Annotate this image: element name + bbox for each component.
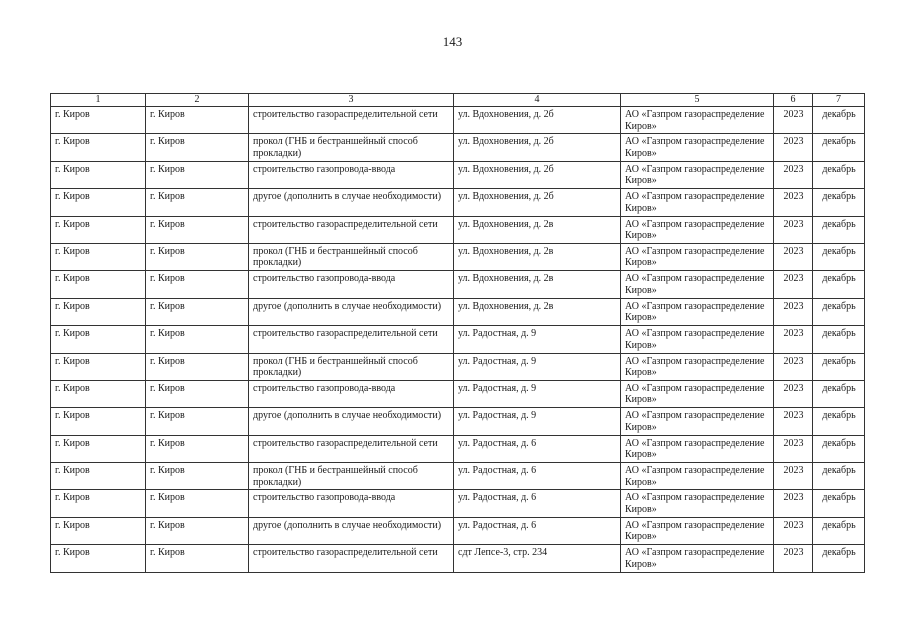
cell-settlement: г. Киров <box>146 107 249 134</box>
cell-address: сдт Лепсе-3, стр. 234 <box>454 545 621 572</box>
cell-year: 2023 <box>774 435 813 462</box>
table-row <box>51 408 865 435</box>
cell-organization: АО «Газпром газораспределение Киров» <box>621 463 774 490</box>
table-row <box>51 490 865 517</box>
cell-work-type: строительство газопровода-ввода <box>249 380 454 407</box>
cell-month: декабрь <box>813 326 865 353</box>
cell-work-type: прокол (ГНБ и бестраншейный способ прокладки) <box>249 353 454 380</box>
cell-year: 2023 <box>774 463 813 490</box>
cell-year: 2023 <box>774 408 813 435</box>
cell-municipality: г. Киров <box>51 107 146 134</box>
cell-municipality: г. Киров <box>51 216 146 243</box>
cell-municipality: г. Киров <box>51 517 146 544</box>
cell-municipality: г. Киров <box>51 353 146 380</box>
cell-month: декабрь <box>813 490 865 517</box>
cell-organization: АО «Газпром газораспределение Киров» <box>621 517 774 544</box>
cell-settlement: г. Киров <box>146 189 249 216</box>
cell-year: 2023 <box>774 134 813 161</box>
cell-municipality: г. Киров <box>51 243 146 270</box>
cell-work-type: строительство газораспределительной сети <box>249 545 454 572</box>
cell-settlement: г. Киров <box>146 353 249 380</box>
cell-organization: АО «Газпром газораспределение Киров» <box>621 243 774 270</box>
cell-settlement: г. Киров <box>146 517 249 544</box>
table-row <box>51 161 865 188</box>
page-number: 143 <box>442 34 463 49</box>
cell-work-type: прокол (ГНБ и бестраншейный способ прокладки) <box>249 243 454 270</box>
cell-work-type: строительство газораспределительной сети <box>249 107 454 134</box>
cell-address: ул. Вдохновения, д. 2б <box>454 161 621 188</box>
column-header: 2 <box>146 94 249 107</box>
cell-work-type: прокол (ГНБ и бестраншейный способ прокладки) <box>249 463 454 490</box>
cell-month: декабрь <box>813 380 865 407</box>
cell-settlement: г. Киров <box>146 161 249 188</box>
cell-settlement: г. Киров <box>146 298 249 325</box>
cell-work-type: прокол (ГНБ и бестраншейный способ прокладки) <box>249 134 454 161</box>
column-header: 1 <box>51 94 146 107</box>
cell-year: 2023 <box>774 107 813 134</box>
cell-month: декабрь <box>813 271 865 298</box>
cell-address: ул. Вдохновения, д. 2в <box>454 271 621 298</box>
cell-municipality: г. Киров <box>51 490 146 517</box>
cell-year: 2023 <box>774 271 813 298</box>
cell-address: ул. Радостная, д. 6 <box>454 490 621 517</box>
cell-settlement: г. Киров <box>146 463 249 490</box>
table-body <box>51 107 865 573</box>
cell-settlement: г. Киров <box>146 380 249 407</box>
cell-organization: АО «Газпром газораспределение Киров» <box>621 435 774 462</box>
cell-organization: АО «Газпром газораспределение Киров» <box>621 189 774 216</box>
column-header: 3 <box>249 94 454 107</box>
cell-month: декабрь <box>813 189 865 216</box>
cell-month: декабрь <box>813 161 865 188</box>
cell-settlement: г. Киров <box>146 435 249 462</box>
table-row <box>51 545 865 572</box>
cell-organization: АО «Газпром газораспределение Киров» <box>621 298 774 325</box>
cell-year: 2023 <box>774 326 813 353</box>
cell-organization: АО «Газпром газораспределение Киров» <box>621 161 774 188</box>
table-row <box>51 353 865 380</box>
table-row <box>51 243 865 270</box>
cell-work-type: другое (дополнить в случае необходимости) <box>249 298 454 325</box>
cell-organization: АО «Газпром газораспределение Киров» <box>621 490 774 517</box>
cell-address: ул. Вдохновения, д. 2в <box>454 243 621 270</box>
cell-month: декабрь <box>813 463 865 490</box>
cell-address: ул. Вдохновения, д. 2в <box>454 298 621 325</box>
cell-organization: АО «Газпром газораспределение Киров» <box>621 134 774 161</box>
cell-work-type: строительство газораспределительной сети <box>249 216 454 243</box>
cell-month: декабрь <box>813 216 865 243</box>
cell-year: 2023 <box>774 517 813 544</box>
table-row <box>51 189 865 216</box>
table-row <box>51 463 865 490</box>
cell-settlement: г. Киров <box>146 243 249 270</box>
cell-municipality: г. Киров <box>51 298 146 325</box>
cell-address: ул. Вдохновения, д. 2в <box>454 216 621 243</box>
cell-address: ул. Радостная, д. 9 <box>454 326 621 353</box>
cell-month: декабрь <box>813 134 865 161</box>
cell-month: декабрь <box>813 298 865 325</box>
cell-work-type: строительство газораспределительной сети <box>249 326 454 353</box>
cell-municipality: г. Киров <box>51 161 146 188</box>
cell-organization: АО «Газпром газораспределение Киров» <box>621 545 774 572</box>
cell-settlement: г. Киров <box>146 326 249 353</box>
cell-organization: АО «Газпром газораспределение Киров» <box>621 107 774 134</box>
cell-municipality: г. Киров <box>51 545 146 572</box>
cell-month: декабрь <box>813 545 865 572</box>
cell-year: 2023 <box>774 161 813 188</box>
column-header: 5 <box>621 94 774 107</box>
cell-year: 2023 <box>774 490 813 517</box>
cell-organization: АО «Газпром газораспределение Киров» <box>621 408 774 435</box>
cell-month: декабрь <box>813 435 865 462</box>
header-row <box>51 94 865 107</box>
cell-year: 2023 <box>774 380 813 407</box>
cell-work-type: другое (дополнить в случае необходимости) <box>249 189 454 216</box>
cell-settlement: г. Киров <box>146 134 249 161</box>
cell-month: декабрь <box>813 408 865 435</box>
cell-work-type: другое (дополнить в случае необходимости) <box>249 517 454 544</box>
cell-year: 2023 <box>774 216 813 243</box>
cell-organization: АО «Газпром газораспределение Киров» <box>621 271 774 298</box>
column-header: 4 <box>454 94 621 107</box>
table-row <box>51 134 865 161</box>
cell-settlement: г. Киров <box>146 216 249 243</box>
cell-month: декабрь <box>813 107 865 134</box>
table-row <box>51 216 865 243</box>
cell-municipality: г. Киров <box>51 271 146 298</box>
cell-municipality: г. Киров <box>51 435 146 462</box>
cell-organization: АО «Газпром газораспределение Киров» <box>621 353 774 380</box>
cell-month: декабрь <box>813 353 865 380</box>
cell-year: 2023 <box>774 189 813 216</box>
table-row <box>51 107 865 134</box>
cell-year: 2023 <box>774 243 813 270</box>
cell-address: ул. Вдохновения, д. 2б <box>454 134 621 161</box>
cell-municipality: г. Киров <box>51 463 146 490</box>
work-schedule-table <box>50 93 865 573</box>
cell-settlement: г. Киров <box>146 490 249 517</box>
cell-municipality: г. Киров <box>51 134 146 161</box>
table-row <box>51 298 865 325</box>
table-row <box>51 380 865 407</box>
cell-settlement: г. Киров <box>146 545 249 572</box>
cell-address: ул. Радостная, д. 9 <box>454 380 621 407</box>
cell-address: ул. Радостная, д. 6 <box>454 463 621 490</box>
cell-settlement: г. Киров <box>146 271 249 298</box>
cell-address: ул. Радостная, д. 9 <box>454 353 621 380</box>
cell-work-type: другое (дополнить в случае необходимости) <box>249 408 454 435</box>
cell-work-type: строительство газопровода-ввода <box>249 490 454 517</box>
table-row <box>51 326 865 353</box>
cell-address: ул. Радостная, д. 6 <box>454 435 621 462</box>
table-row <box>51 435 865 462</box>
cell-month: декабрь <box>813 517 865 544</box>
cell-organization: АО «Газпром газораспределение Киров» <box>621 326 774 353</box>
cell-organization: АО «Газпром газораспределение Киров» <box>621 216 774 243</box>
cell-work-type: строительство газопровода-ввода <box>249 271 454 298</box>
table-row <box>51 271 865 298</box>
cell-municipality: г. Киров <box>51 326 146 353</box>
cell-organization: АО «Газпром газораспределение Киров» <box>621 380 774 407</box>
cell-settlement: г. Киров <box>146 408 249 435</box>
cell-municipality: г. Киров <box>51 189 146 216</box>
cell-year: 2023 <box>774 298 813 325</box>
cell-address: ул. Вдохновения, д. 2б <box>454 107 621 134</box>
column-header: 7 <box>813 94 865 107</box>
cell-month: декабрь <box>813 243 865 270</box>
cell-year: 2023 <box>774 545 813 572</box>
cell-municipality: г. Киров <box>51 408 146 435</box>
cell-municipality: г. Киров <box>51 380 146 407</box>
cell-year: 2023 <box>774 353 813 380</box>
cell-address: ул. Радостная, д. 6 <box>454 517 621 544</box>
table-row <box>51 517 865 544</box>
cell-work-type: строительство газораспределительной сети <box>249 435 454 462</box>
cell-address: ул. Вдохновения, д. 2б <box>454 189 621 216</box>
cell-work-type: строительство газопровода-ввода <box>249 161 454 188</box>
cell-address: ул. Радостная, д. 9 <box>454 408 621 435</box>
column-header: 6 <box>774 94 813 107</box>
